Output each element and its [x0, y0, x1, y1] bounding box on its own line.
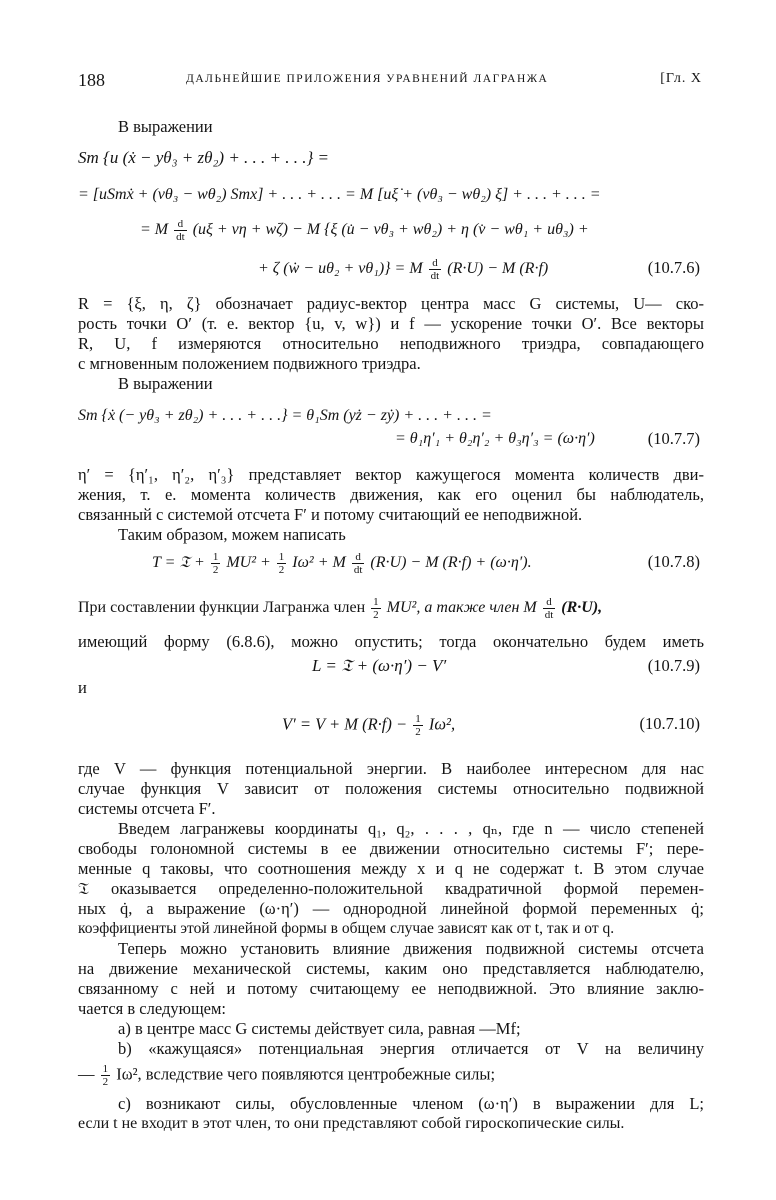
- paragraph-line: При составлении функции Лагранжа член $\frac{1}{2}$ MU², а также член M $\frac{d}{dt}$ (R·U),: [78, 596, 603, 621]
- paragraph-line: η′ = {η′₁, η′₂, η′₃} представляет вектор кажущегося момента количеств дви-: [78, 465, 704, 484]
- paragraph-line: R = {ξ, η, ζ} обозначает радиус-вектор центра масс G системы, U— ско-: [78, 294, 704, 313]
- equation-number: (10.7.6): [647, 258, 700, 277]
- chapter-label: [Гл. X: [660, 71, 702, 86]
- paragraph-line: В выражении: [118, 117, 213, 136]
- page-header: [78, 70, 702, 94]
- paragraph-line: где V — функция потенциальной энергии. В наиболее интересном для нас: [78, 759, 704, 778]
- paragraph-line: — $\frac{1}{2}$ Iω², вследствие чего появляются центробежные силы;: [78, 1063, 496, 1088]
- equation-number: (10.7.10): [639, 714, 700, 733]
- paragraph-line: коэффициенты этой линейной формы в общем случае зависят как от t, так и от q.: [78, 920, 615, 937]
- paragraph-line: связанному с ней и потому считающему ее неподвижной. Это влияние заклю-: [78, 979, 704, 998]
- paragraph-line: 𝔗 оказывается определенно-положительной квадратичной формой перемен-: [78, 879, 704, 898]
- running-title: ДАЛЬНЕЙШИЕ ПРИЛОЖЕНИЯ УРАВНЕНИЙ ЛАГРАНЖА: [186, 73, 549, 85]
- fraction: $\frac{1}{2}$: [415, 713, 421, 738]
- equation-number: (10.7.8): [647, 552, 700, 571]
- paragraph-line: и: [78, 678, 87, 697]
- paragraph-line: Теперь можно установить влияние движения подвижной системы отсчета: [118, 939, 704, 958]
- paragraph-line: Таким образом, можем написать: [118, 525, 346, 544]
- paragraph-line: если t не входит в этот член, то они представляют собой гироскопические силы.: [78, 1115, 625, 1132]
- paragraph-line: жения, т. е. момента количеств движения, как его оценил бы наблюдатель,: [78, 485, 704, 504]
- fraction: $\frac{1}{2}$: [102, 1063, 109, 1088]
- paragraph-line: свободы голономной системы в ее движении относительно системы F′; пере-: [78, 839, 704, 858]
- fraction: $\frac{d}{dt}$: [176, 218, 185, 243]
- paragraph-line: рость точки O′ (т. е. вектор {u, v, w}) и f — ускорение точки O′. Все векторы: [78, 314, 704, 333]
- list-item: c) возникают силы, обусловленные членом (ω·η′) в выражении для L;: [118, 1094, 704, 1113]
- equation-line: = [uSmẋ + (vθ₃ − wθ₂) Smx] + . . . + . . . = M [uξ̇ + (vθ₃ − wθ₂) ξ] + . . . + . . . =: [78, 186, 601, 203]
- paragraph-line: с мгновенным положением подвижного триэдра.: [78, 354, 421, 373]
- paragraph-line: R, U, f измеряются относительно неподвижного триэдра, совпадающего: [78, 334, 704, 353]
- paragraph-line: случае функция V зависит от положения системы относительно подвижной: [78, 779, 704, 798]
- equation-number: (10.7.9): [647, 656, 700, 675]
- fraction: $\frac{1}{2}$: [373, 596, 379, 621]
- equation-line: Sm {ẋ (− yθ₃ + zθ₂) + . . . + . . .} = θ₁Sm (yż − zẏ) + . . . + . . . =: [78, 407, 492, 424]
- paragraph-line: менные q таковы, что соотношения между x и q не содержат t. В этом случае: [78, 859, 704, 878]
- paragraph-line: системы отсчета F′.: [78, 799, 216, 818]
- equation-line: = θ₁η′₁ + θ₂η′₂ + θ₃η′₃ = (ω·η′): [395, 430, 595, 447]
- paragraph-line: В выражении: [118, 374, 213, 393]
- paragraph-line: чается в следующем:: [78, 999, 227, 1018]
- paragraph-line: ных q̇, а выражение (ω·η′) — однородной линейной формой переменных q̇;: [78, 899, 704, 918]
- fraction: $\frac{d}{dt}$: [544, 596, 554, 621]
- equation-line: = M $\frac{d}{dt}$ (uξ + vη + wζ) − M {ξ (u̇ − vθ₃ + wθ₂) + η (v̇ − wθ₁ + uθ₃) +: [140, 218, 589, 243]
- equation-line: + ζ (ẇ − uθ₂ + vθ₁)} = M $\frac{d}{dt}$ (R·U) − M (R·f): [258, 257, 549, 282]
- fraction: $\frac{d}{dt}$: [430, 257, 440, 282]
- paragraph-line: связанный с системой отсчета F′ и потому считающий ее неподвижной.: [78, 505, 583, 524]
- paragraph-line: Введем лагранжевы координаты q₁, q₂, . . . , qₙ, где n — число степеней: [118, 819, 704, 838]
- paragraph-line: имеющий форму (6.8.6), можно опустить; тогда окончательно будем иметь: [78, 632, 704, 651]
- equation-number: (10.7.7): [647, 429, 700, 448]
- equation-line: Sm {u (ẋ − yθ₃ + zθ₂) + . . . + . . .} =: [78, 148, 330, 167]
- fraction: $\frac{1}{2}$: [212, 551, 219, 576]
- paragraph-line: на движение механической системы, каким оно представляется наблюдателю,: [78, 959, 704, 978]
- equation-line: L = 𝔗 + (ω·η′) − V′: [312, 656, 447, 675]
- list-item: a) в центре масс G системы действует сила, равная —Mf;: [118, 1019, 521, 1038]
- equation-line: V′ = V + M (R·f) − $\frac{1}{2}$ Iω²,: [282, 713, 456, 738]
- fraction: $\frac{1}{2}$: [278, 551, 285, 576]
- page-number: 188: [78, 70, 105, 90]
- fraction: $\frac{d}{dt}$: [353, 551, 363, 576]
- equation-line: T = 𝔗 + $\frac{1}{2}$ MU² + $\frac{1}{2}$ Iω² + M $\frac{d}{dt}$ (R·U) − M (R·f) + (ω·η′).: [152, 551, 532, 576]
- list-item: b) «кажущаяся» потенциальная энергия отличается от V на величину: [118, 1039, 704, 1058]
